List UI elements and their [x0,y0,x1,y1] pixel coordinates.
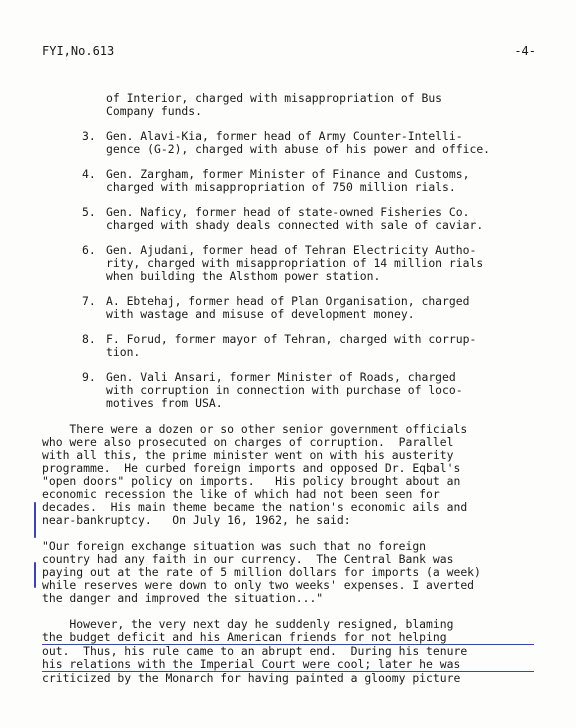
text-line: his relations with the Imperial Court were cool; later he was [42,658,534,672]
text-line: "open doors" policy on imports. His policy brought about an [42,474,461,488]
text-line: charged with shady deals connected with sale of caviar. [106,218,484,232]
text-line: near-bankruptcy. On July 16, 1962, he said: [42,513,351,527]
page-header [42,44,536,62]
item-number: 7. [82,294,96,308]
text-line: motives from USA. [106,396,223,410]
text-line: tion. [106,345,141,359]
text-line: Gen. Vali Ansari, former Minister of Roads, charged [106,370,456,384]
text-line: Gen. Naficy, former head of state-owned Fisheries Co. [106,205,470,219]
document-body [42,92,534,685]
text-line: rity, charged with misappropriation of 14 million rials [106,256,484,270]
text-line: Gen. Ajudani, former head of Tehran Electricity Autho- [106,243,477,257]
text-line: paying out at the rate of 5 million dollars for imports (a week) [42,565,481,579]
list-item [42,168,534,194]
text-line: country had any faith in our currency. The Central Bank was [42,552,454,566]
text-line: economic recession the like of which had not been seen for [42,487,440,501]
text-line: the danger and improved the situation..." [42,591,324,605]
paragraph-resignation [42,618,534,685]
text-line: while reserves were down to only two weeks' expenses. I averted [42,578,475,592]
text-line: charged with misappropriation of 750 million rials. [106,180,456,194]
text-line: A. Ebtehaj, former head of Plan Organisation, charged [106,294,470,308]
paragraph-corruption [42,423,534,527]
page-number: -4- [514,44,536,58]
item-number: 6. [82,243,96,257]
text-line: when building the Alsthom power station. [106,269,381,283]
continued-item [106,92,534,118]
text-line: Company funds. [106,104,203,118]
text-line: out. Thus, his rule came to an abrupt end. During his tenure [42,644,468,658]
text-line: gence (G-2), charged with abuse of his power and office. [106,142,491,156]
list-item [42,130,534,156]
text-line: There were a dozen or so other senior government officials [42,422,468,436]
margin-pen-mark [34,502,36,538]
list-item [42,295,534,321]
text-line: of Interior, charged with misappropriation of Bus [106,91,443,105]
document-reference: FYI,No.613 [42,44,115,58]
list-item [42,371,534,410]
list-item [42,244,534,283]
quotation-block [42,540,534,605]
item-number: 3. [82,129,96,143]
text-line: "Our foreign exchange situation was such that no foreign [42,539,427,553]
text-line: Gen. Alavi-Kia, former head of Army Counter-Intelli- [106,129,463,143]
text-line: with wastage and misuse of development money. [106,307,415,321]
text-line: the budget deficit and his American friends for not helping [42,631,534,645]
list-item [42,333,534,359]
text-line: with all this, the prime minister went on with his austerity [42,448,454,462]
text-line: decades. His main theme became the nation's economic ails and [42,500,468,514]
text-line: criticized by the Monarch for having painted a gloomy picture [42,671,461,685]
item-number: 9. [82,370,96,384]
margin-pen-mark [34,562,36,588]
item-number: 5. [82,205,96,219]
officials-list [42,130,534,410]
list-item [42,206,534,232]
text-line: who were also prosecuted on charges of corruption. Parallel [42,435,454,449]
item-number: 4. [82,167,96,181]
text-line: However, the very next day he suddenly resigned, blaming [42,617,454,631]
text-line: F. Forud, former mayor of Tehran, charged with corrup- [106,332,477,346]
text-line: with corruption in connection with purchase of loco- [106,383,463,397]
text-line: programme. He curbed foreign imports and opposed Dr. Eqbal's [42,461,461,475]
text-line: Gen. Zargham, former Minister of Finance and Customs, [106,167,470,181]
item-number: 8. [82,332,96,346]
